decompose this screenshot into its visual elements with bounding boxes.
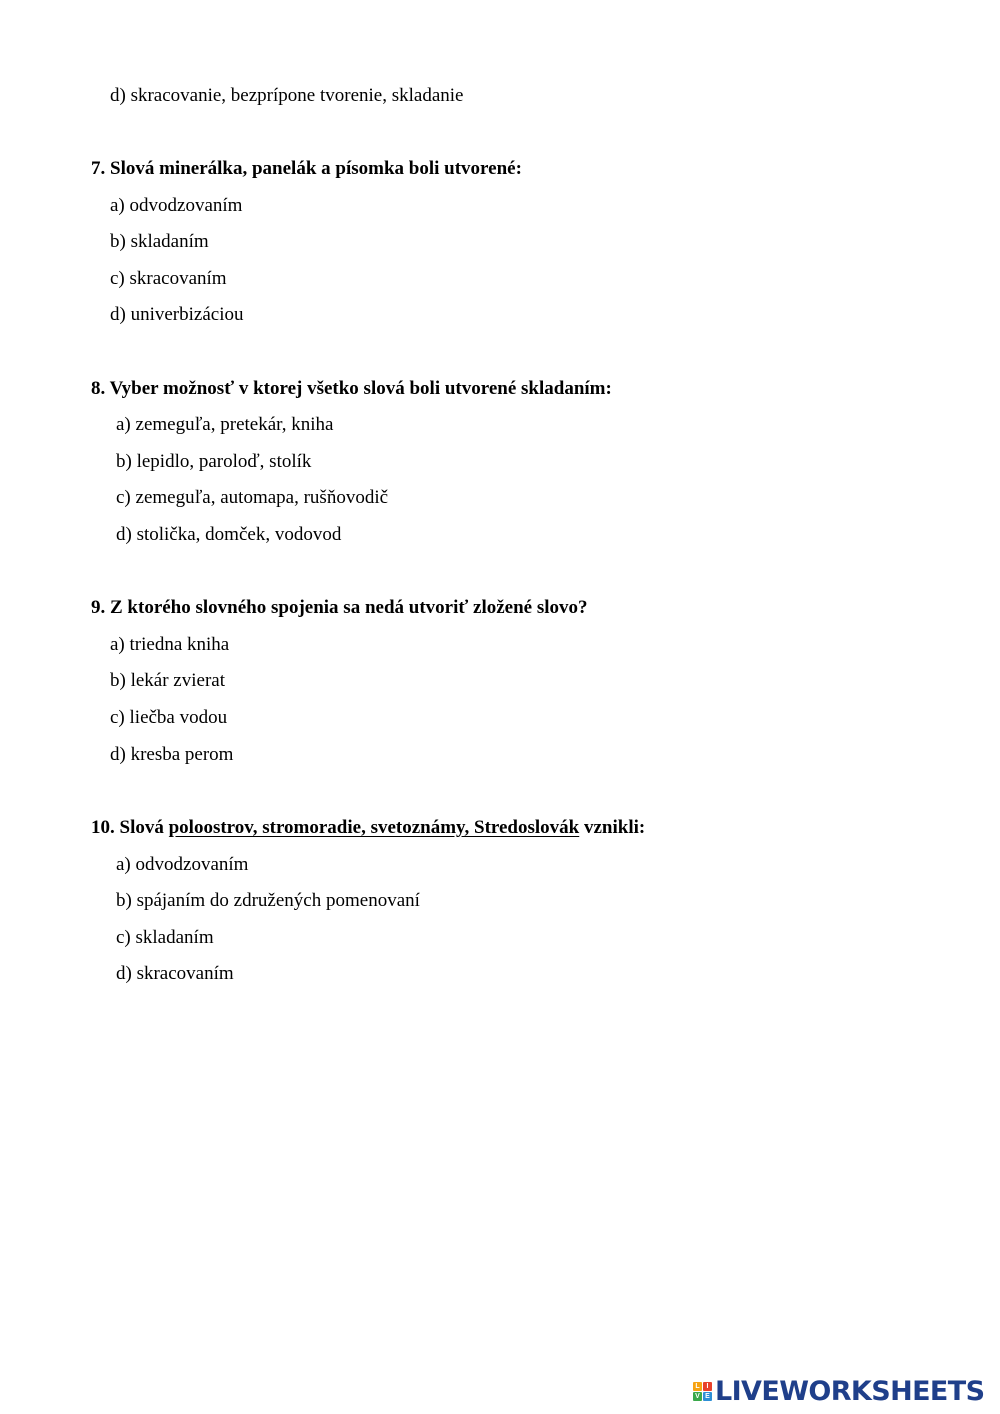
q10-question-underlined-words: poloostrov, stromoradie, svetoznámy, Stredoslovák	[168, 817, 580, 838]
logo-letter-l: L	[693, 1382, 702, 1391]
q10-option-d[interactable]: d) skracovaním	[116, 963, 234, 984]
q8-option-c[interactable]: c) zemeguľa, automapa, rušňovodič	[116, 487, 389, 508]
q10-question-suffix: vznikli:	[579, 817, 646, 838]
logo-letter-i: I	[703, 1382, 712, 1391]
logo-letter-e: E	[703, 1392, 712, 1401]
prev-option-d: d) skracovanie, bezprípone tvorenie, skladanie	[110, 85, 464, 106]
q7-option-d[interactable]: d) univerbizáciou	[110, 304, 244, 325]
q10-question-prefix: 10. Slová	[91, 817, 169, 838]
q10-question	[91, 817, 645, 839]
liveworksheets-logo	[693, 1376, 984, 1406]
q10-option-c[interactable]: c) skladaním	[116, 927, 214, 948]
q9-option-d[interactable]: d) kresba perom	[110, 744, 234, 765]
q7-question: 7. Slová minerálka, panelák a písomka boli utvorené:	[91, 158, 522, 179]
logo-letter-v: V	[693, 1392, 702, 1401]
logo-text: LIVEWORKSHEETS	[715, 1375, 985, 1407]
q10-option-b[interactable]: b) spájaním do združených pomenovaní	[116, 890, 420, 911]
q8-option-a[interactable]: a) zemeguľa, pretekár, kniha	[116, 414, 334, 435]
q8-option-b[interactable]: b) lepidlo, paroloď, stolík	[116, 451, 312, 472]
q8-option-d[interactable]: d) stolička, domček, vodovod	[116, 524, 342, 545]
q9-option-a[interactable]: a) triedna kniha	[110, 634, 230, 655]
q7-option-a[interactable]: a) odvodzovaním	[110, 195, 243, 216]
q9-option-b[interactable]: b) lekár zvierat	[110, 670, 225, 691]
q7-option-b[interactable]: b) skladaním	[110, 231, 209, 252]
q9-question: 9. Z ktorého slovného spojenia sa nedá utvoriť zložené slovo?	[91, 597, 588, 618]
q9-option-c[interactable]: c) liečba vodou	[110, 707, 228, 728]
q10-option-a[interactable]: a) odvodzovaním	[116, 854, 249, 875]
q7-option-c[interactable]: c) skracovaním	[110, 268, 227, 289]
q8-question: 8. Vyber možnosť v ktorej všetko slová boli utvorené skladaním:	[91, 378, 612, 399]
logo-mark-icon	[693, 1382, 712, 1401]
